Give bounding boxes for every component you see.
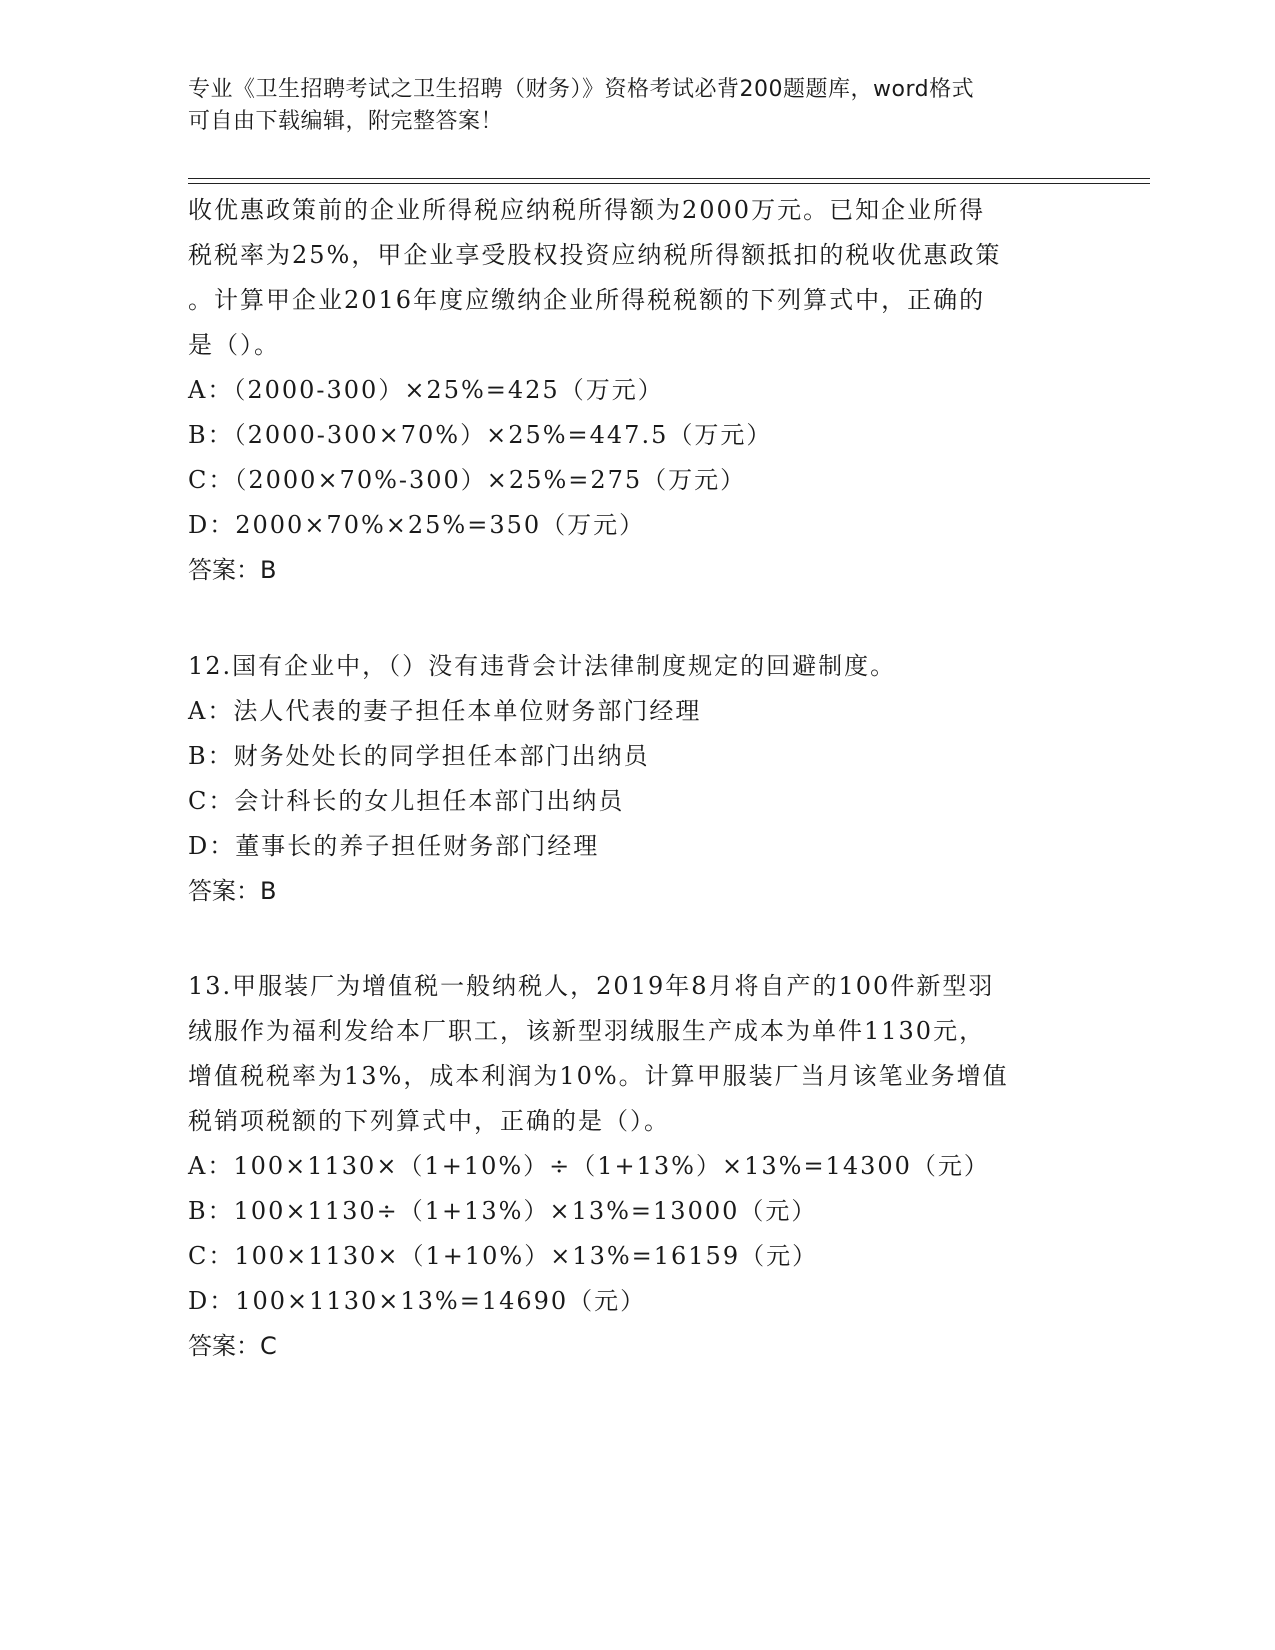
option-c: C：会计科长的女儿担任本部门出纳员: [188, 787, 625, 815]
answer-label: 答案：B: [188, 877, 277, 905]
question-11: [188, 188, 1088, 593]
option-b: B：财务处处长的同学担任本部门出纳员: [188, 742, 650, 770]
header-divider-top: [188, 178, 1150, 179]
question-stem-line: 13.甲服装厂为增值税一般纳税人，2019年8月将自产的100件新型羽: [188, 972, 995, 1000]
option-d: D：100×1130×13%=14690（元）: [188, 1287, 647, 1315]
question-stem-line: 税销项税额的下列算式中，正确的是（）。: [188, 1107, 670, 1135]
header-divider-bottom: [188, 183, 1150, 184]
question-stem-line: 收优惠政策前的企业所得税应纳税所得额为2000万元。已知企业所得: [188, 196, 986, 224]
question-stem-line: 是（）。: [188, 331, 280, 359]
question-12: [188, 644, 1088, 914]
option-a: A：法人代表的妻子担任本单位财务部门经理: [188, 697, 702, 725]
option-c: C：100×1130×（1+10%）×13%=16159（元）: [188, 1242, 819, 1270]
header-line-2: 可自由下载编辑，附完整答案！: [188, 109, 504, 134]
header-line-1: 专业《卫生招聘考试之卫生招聘（财务）》资格考试必背200题题库，word格式: [188, 77, 975, 102]
option-c: C：（2000×70%-300）×25%=275（万元）: [188, 466, 747, 494]
question-stem-line: 绒服作为福利发给本厂职工，该新型羽绒服生产成本为单件1130元，: [188, 1017, 986, 1045]
question-stem-line: 12.国有企业中，（）没有违背会计法律制度规定的回避制度。: [188, 652, 897, 680]
option-b: B：100×1130÷（1+13%）×13%=13000（元）: [188, 1197, 818, 1225]
option-a: A：100×1130×（1+10%）÷（1+13%）×13%=14300（元）: [188, 1152, 990, 1180]
question-stem-line: 增值税税率为13%，成本利润为10%。计算甲服装厂当月该笔业务增值: [188, 1062, 1009, 1090]
question-stem-line: 税税率为25%，甲企业享受股权投资应纳税所得额抵扣的税收优惠政策: [188, 241, 1002, 269]
option-b: B：（2000-300×70%）×25%=447.5（万元）: [188, 421, 773, 449]
option-a: A：（2000-300）×25%=425（万元）: [188, 376, 664, 404]
document-header: [188, 74, 1088, 138]
answer-label: 答案：C: [188, 1332, 277, 1360]
answer-label: 答案：B: [188, 556, 277, 584]
option-d: D：2000×70%×25%=350（万元）: [188, 511, 646, 539]
option-d: D：董事长的养子担任财务部门经理: [188, 832, 600, 860]
question-13: [188, 964, 1088, 1369]
question-stem-line: 。计算甲企业2016年度应缴纳企业所得税税额的下列算式中，正确的: [188, 286, 986, 314]
